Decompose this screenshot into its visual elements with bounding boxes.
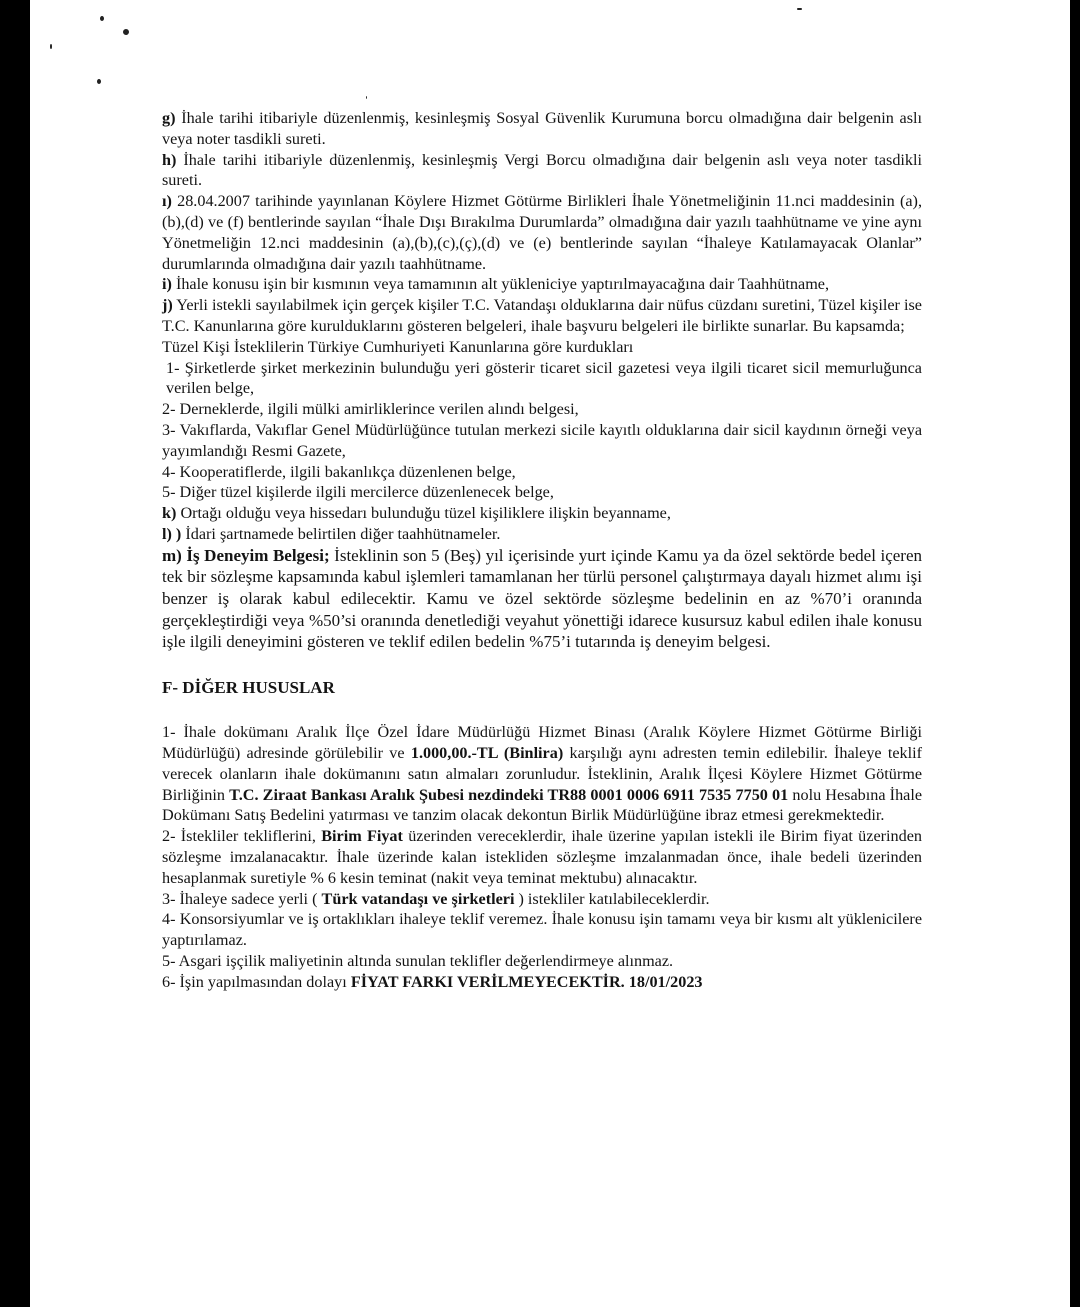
f-text: 6- İşin yapılmasından dolayı bbox=[162, 972, 347, 991]
item-text: Yerli istekli sayılabilmek için gerçek kişiler T.C. Vatandaşı olduklarına dair nüfus cüzdanı suretini, Tüzel kişiler ise T.C. Kanunlarına göre kurulduklarını gösteren belgeleri, ihale başvuru belgeleri ile birlikte sunarlar. Bu kapsamda; bbox=[162, 296, 922, 335]
section-f-body bbox=[162, 722, 922, 992]
f-text: 1- İhale dokümanı Aralık İlçe Özel İdare Müdürlüğü Hizmet Binası (Aralık Köylere Hizmet Götürme Birliği Müdürlüğü) adresinde görülebilir ve bbox=[162, 723, 922, 763]
item-label: g) bbox=[162, 109, 176, 127]
item-text: İsteklinin son 5 (Beş) yıl içerisinde yurt içinde Kamu ya da özel sektörde bedel içeren tek bir sözleşme kapsamında kabul işlemleri tamamlanan her türlü personel çalıştırmaya dayalı hizmet alımı işi benzer iş olarak kabul edilecektir. Kamu ve özel sektörde sözleşme bedelinin en az %70’i oranında gerçekleştirdiği veya %50’si oranında denetlediği veyahut yönettiği idarece kusursuz kabul edilen ihale konusu işle ilgili deneyimini gösteren ve teklif edilen bedelin %75’i tutarında iş deneyim belgesi. bbox=[162, 545, 923, 652]
f-bold-text: Birim Fiyat bbox=[321, 827, 403, 846]
item-label: m) bbox=[162, 545, 182, 565]
item-label: ı) bbox=[162, 192, 172, 211]
f-item-1 bbox=[162, 722, 922, 826]
f-bank-account: T.C. Ziraat Bankası Aralık Şubesi nezdindeki TR88 0001 0006 6911 7535 7750 01 bbox=[229, 785, 789, 804]
scan-speck bbox=[100, 16, 104, 21]
item-label: h) bbox=[162, 150, 177, 169]
f-bold-text: Türk vatandaşı ve şirketleri bbox=[321, 889, 515, 908]
item-i bbox=[162, 274, 922, 295]
item-text: İhale tarihi itibariyle düzenlenmiş, kesinleşmiş Vergi Borcu olmadığına dair belgenin aslı veya noter tasdikli sureti. bbox=[162, 150, 923, 190]
item-k bbox=[162, 503, 922, 524]
f-text: 2- İstekliler tekliflerini, bbox=[162, 827, 316, 846]
item-l bbox=[162, 524, 922, 545]
item-i-dotless bbox=[162, 191, 922, 274]
scan-speck bbox=[797, 8, 802, 10]
item-g bbox=[162, 108, 922, 150]
scan-speck bbox=[366, 96, 367, 99]
scan-speck bbox=[97, 79, 101, 84]
item-text: İhale tarihi itibariyle düzenlenmiş, kesinleşmiş Sosyal Güvenlik Kurumuna borcu olmadığına dair belgenin aslı veya noter tasdikli sureti. bbox=[162, 109, 922, 148]
item-h bbox=[162, 150, 922, 192]
item-text: Ortağı olduğu veya hissedarı bulunduğu tüzel kişiliklere ilişkin beyanname, bbox=[180, 504, 671, 523]
f-bold-text: FİYAT FARKI VERİLMEYECEKTİR. 18/01/2023 bbox=[350, 972, 703, 991]
item-label: l) ) bbox=[162, 524, 182, 543]
section-heading: F- DİĞER HUSUSLAR bbox=[162, 677, 335, 697]
item-text: İdari şartnamede belirtilen diğer taahhütnameler. bbox=[185, 524, 501, 543]
f-text: üzerinden vereceklerdir, ihale üzerine yapılan istekli ile Birim fiyat üzerinden sözleşme imzalanacaktır. İhale üzerinde kalan istekliden sözleşme imzalanmadan önce, ihale bedeli üzerinden hesaplanmak suretiyle % 6 kesin teminat (nakit veya teminat mektubu) alınacaktır. bbox=[162, 827, 922, 887]
item-j bbox=[162, 295, 922, 337]
item-m bbox=[162, 545, 922, 653]
f-text: 3- İhaleye sadece yerli ( bbox=[162, 889, 318, 908]
item-label: k) bbox=[162, 504, 177, 523]
list-item-5: 5- Diğer tüzel kişilerde ilgili mercilerce düzenlenecek belge, bbox=[162, 483, 554, 502]
item-label: i) bbox=[162, 275, 172, 294]
scan-speck bbox=[50, 44, 52, 49]
list-item-2: 2- Derneklerde, ilgili mülki amirliklerince verilen alındı belgesi, bbox=[162, 400, 579, 419]
f-price: 1.000,00.-TL (Binlira) bbox=[410, 744, 564, 763]
tuzel-intro: Tüzel Kişi İsteklilerin Türkiye Cumhuriyeti Kanunlarına göre kurdukları bbox=[162, 337, 634, 356]
item-text: 28.04.2007 tarihinde yayınlanan Köylere Hizmet Götürme Birlikleri İhale Yönetmeliğinin 11.nci maddesinin (a),(b),(d) ve (f) bentlerinde sayılan “İhale Dışı Bırakılma Durumlarda” olmadığına dair yazılı taahhütname ve yine aynı Yönetmeliğin 12.nci maddesinin (a),(b),(c),(ç),(d) ve (e) bentlerinde sayılan “İhaleye Katılamayacak Olanlar” durumlarında olmadığına dair yazılı taahhütname. bbox=[162, 192, 922, 273]
f-item-2 bbox=[162, 826, 922, 888]
document-page bbox=[30, 0, 1070, 1307]
scan-speck bbox=[123, 29, 129, 35]
list-item-1: 1- Şirketlerde şirket merkezinin bulunduğu yeri gösterir ticaret sicil gazetesi veya ilgili ticaret sicil memurluğunca verilen belge, bbox=[166, 358, 922, 398]
f-text: ) istekliler katılabileceklerdir. bbox=[518, 889, 710, 908]
item-text: İhale konusu işin bir kısmının veya tamamının alt yükleniciye yaptırılmayacağına dair Taahhütname, bbox=[175, 275, 830, 294]
document-body bbox=[162, 108, 922, 993]
f-text: karşılığı aynı adresten temin edilebilir. İhaleye teklif verecek olanların ihale dokümanını satın almaları zorunludur. İsteklinin, Aralık İlçesi Köylere Hizmet Götürme Birliğinin bbox=[162, 744, 923, 804]
list-item-4: 4- Kooperatiflerde, ilgili bakanlıkça düzenlenen belge, bbox=[162, 462, 516, 481]
item-label: j) bbox=[162, 296, 173, 315]
f-item-3 bbox=[162, 889, 922, 910]
f-item-6 bbox=[162, 972, 922, 993]
f-item-4: 4- Konsorsiyumlar ve iş ortaklıkları ihaleye teklif veremez. İhale konusu işin tamamı veya bir kısmı alt yüklenicilere yaptırılamaz. bbox=[162, 910, 922, 950]
f-item-5: 5- Asgari işçilik maliyetinin altında sunulan teklifler değerlendirmeye alınmaz. bbox=[162, 952, 674, 971]
f-text: nolu Hesabına İhale Dokümanı Satış Bedelini yatırması ve tanzim olacak dekontun Birlik Müdürlüğüne ibraz etmesi gerekmektedir. bbox=[162, 785, 923, 825]
list-item-3: 3- Vakıflarda, Vakıflar Genel Müdürlüğünce tutulan merkezi sicile kayıtlı olduklarına dair sicil kaydının örneği veya yayımlandığı Resmi Gazete, bbox=[162, 420, 922, 460]
item-bold-title: İş Deneyim Belgesi; bbox=[186, 545, 330, 565]
